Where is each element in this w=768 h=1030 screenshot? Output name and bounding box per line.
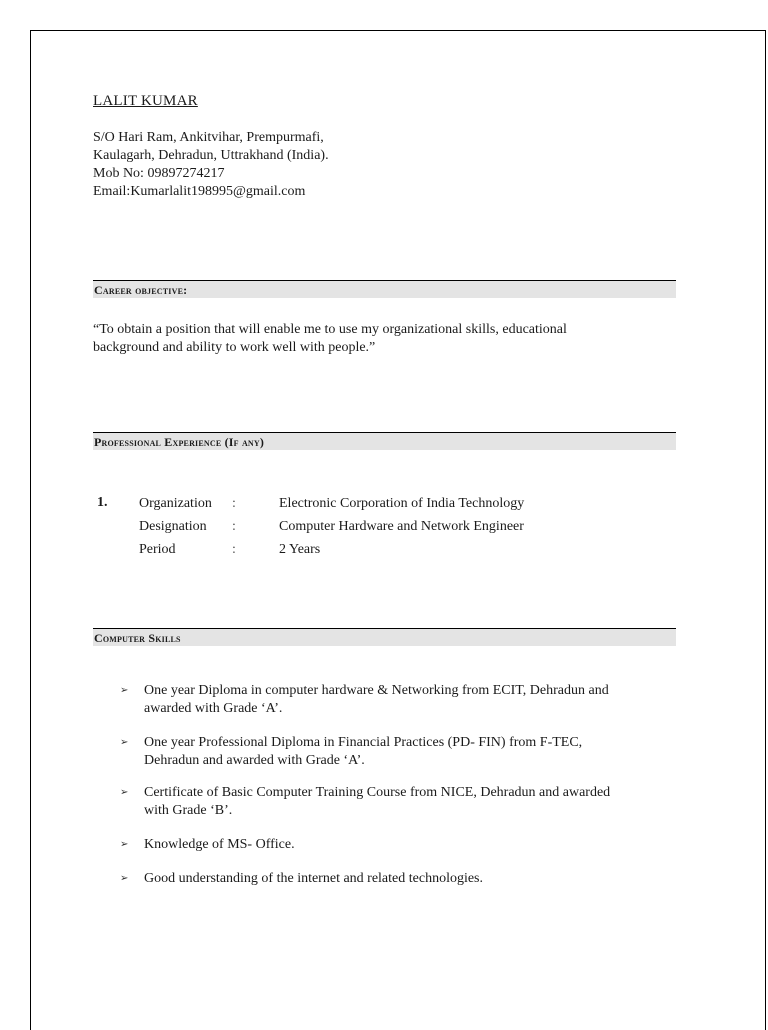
field-label: Period [139, 542, 176, 557]
arrow-bullet-icon: ➢ [120, 787, 129, 798]
contact-block [93, 129, 329, 201]
career-objective-header [93, 280, 676, 298]
career-objective-text [93, 321, 567, 357]
skill-line: Certificate of Basic Computer Training Course from NICE, Dehradun and awarded [144, 785, 611, 800]
field-label: Organization [139, 496, 212, 511]
field-colon: : [232, 542, 236, 557]
section-title: Career objective: [94, 283, 188, 297]
skill-line: One year Professional Diploma in Financial Practices (PD- FIN) from F-TEC, [144, 735, 583, 750]
skill-line: Knowledge of MS- Office. [144, 837, 295, 852]
computer-skills-header [93, 628, 676, 646]
arrow-bullet-icon: ➢ [120, 737, 129, 748]
arrow-bullet-icon: ➢ [120, 873, 129, 884]
mobile-number: Mob No: 09897274217 [93, 166, 225, 181]
section-title: Professional Experience (If any) [94, 435, 265, 449]
arrow-bullet-icon: ➢ [120, 685, 129, 696]
skill-line: Good understanding of the internet and related technologies. [144, 871, 484, 886]
experience-number: 1. [97, 495, 108, 510]
section-title: Computer Skills [94, 631, 181, 645]
field-value: 2 Years [279, 542, 321, 557]
field-label: Designation [139, 519, 207, 534]
email-address: Email:Kumarlalit198995@gmail.com [93, 184, 306, 199]
field-colon: : [232, 519, 236, 534]
objective-line: “To obtain a position that will enable me to use my organizational skills, educational [93, 322, 567, 337]
arrow-bullet-icon: ➢ [120, 839, 129, 850]
address-line: Kaulagarh, Dehradun, Uttrakhand (India). [93, 148, 329, 163]
experience-header [93, 432, 676, 450]
skill-line: with Grade ‘B’. [144, 803, 233, 818]
field-colon: : [232, 496, 236, 511]
address-line: S/O Hari Ram, Ankitvihar, Prempurmafi, [93, 130, 324, 145]
candidate-name: LALIT KUMAR [93, 93, 198, 109]
objective-line: background and ability to work well with people.” [93, 340, 376, 355]
skill-line: One year Diploma in computer hardware & Networking from ECIT, Dehradun and [144, 683, 609, 698]
skill-line: awarded with Grade ‘A’. [144, 701, 283, 716]
skill-line: Dehradun and awarded with Grade ‘A’. [144, 753, 365, 768]
field-value: Computer Hardware and Network Engineer [279, 519, 524, 534]
field-value: Electronic Corporation of India Technology [279, 496, 525, 511]
